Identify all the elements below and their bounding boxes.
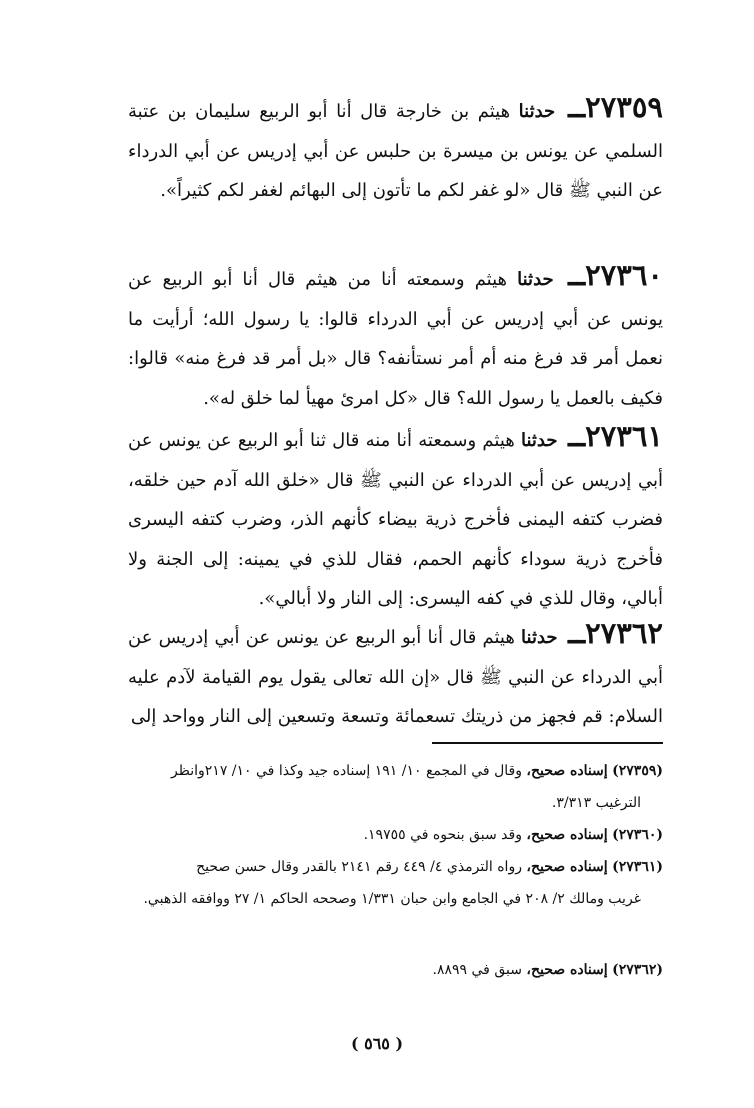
haddathana-label: حدثنا bbox=[521, 627, 558, 648]
hadith-27359: ٢٧٣٥٩ــ حدثنا هيثم بن خارجة قال أنا أبو الربيع سليمان بن عتبة السلمي عن يونس بن ميسرة بن حلبس عن أبي إدريس عن أبي الدرداء عن النبي ﷺ قال «لو غفر لكم ما تأتون إلى البهائم لغفر لكم كثيراً». bbox=[128, 90, 663, 201]
haddathana-label: حدثنا bbox=[520, 430, 558, 451]
hadith-27360: ٢٧٣٦٠ــ حدثنا هيثم وسمعته أنا من هيثم قال أنا أبو الربيع عن يونس عن أبي إدريس عن أبي الدرداء قالوا: يا رسول الله؛ أرأيت ما نعمل أمر قد فرغ منه أم أمر نستأنفه؟ قال «بل أمر قد فرغ منه» قالوا: فكيف بالعمل يا رسول الله؟ قال «كل امرئ مهيأ لما خلق له». bbox=[128, 258, 663, 409]
footnote-number: (٢٧٣٦٠) bbox=[612, 827, 663, 843]
hadith-text: هيثم وسمعته أنا منه قال ثنا أبو الربيع عن يونس عن أبي إدريس عن أبي الدرداء عن النبي ﷺ قال «خلق الله آدم حين خلقه، فضرب كتفه اليمنى فأخرج ذرية بيضاء كأنهم الذر، وضرب كتفه اليسرى فأخرج ذرية سوداء كأنهم الحمم، فقال للذي في يمينه: إلى الجنة ولا أبالي، وقال للذي في كفه اليسرى: إلى النار ولا أبالي». bbox=[128, 430, 663, 609]
hadith-text: هيثم قال أنا أبو الربيع عن يونس عن أبي إدريس عن أبي الدرداء عن النبي ﷺ قال «إن الله تعالى يقول يوم القيامة لآدم عليه السلام: قم فجهز من ذريتك تسعمائة وتسعة وتسعين إلى النار وواحد إلى bbox=[128, 627, 663, 727]
footnote-27362 bbox=[128, 955, 663, 987]
hadith-number: ٢٧٣٦٠ bbox=[585, 258, 663, 292]
footnote-status: إسناده صحيح، bbox=[526, 962, 608, 978]
footnote-continuation: الترغيب ٣/٣١٣. bbox=[551, 794, 641, 811]
footnote-divider bbox=[432, 742, 663, 744]
footnote-number: (٢٧٣٥٩) bbox=[612, 763, 663, 779]
footnote-status: إسناده صحيح، bbox=[526, 859, 608, 875]
footnote-number: (٢٧٣٦١) bbox=[612, 859, 663, 875]
footnote-text: وقد سبق بنحوه في ١٩٧٥٥. bbox=[363, 827, 522, 843]
hadith-number: ٢٧٣٥٩ bbox=[585, 90, 663, 124]
hadith-number: ٢٧٣٦٢ bbox=[585, 616, 663, 650]
footnote-27360 bbox=[128, 820, 663, 852]
hadith-number: ٢٧٣٦١ bbox=[585, 419, 663, 453]
footnote-27359 bbox=[128, 756, 663, 819]
hadith-27362: ٢٧٣٦٢ــ حدثنا هيثم قال أنا أبو الربيع عن يونس عن أبي إدريس عن أبي الدرداء عن النبي ﷺ قال «إن الله تعالى يقول يوم القيامة لآدم عليه السلام: قم فجهز من ذريتك تسعمائة وتسعة وتسعين إلى النار وواحد إلى bbox=[128, 616, 663, 727]
hadith-27361: ٢٧٣٦١ــ حدثنا هيثم وسمعته أنا منه قال ثنا أبو الربيع عن يونس عن أبي إدريس عن أبي الدرداء عن النبي ﷺ قال «خلق الله آدم حين خلقه، فضرب كتفه اليمنى فأخرج ذرية بيضاء كأنهم الذر، وضرب كتفه اليسرى فأخرج ذرية سوداء كأنهم الحمم، فقال للذي في يمينه: إلى الجنة ولا أبالي، وقال للذي في كفه اليسرى: إلى النار ولا أبالي». bbox=[128, 419, 663, 609]
hadith-text: هيثم وسمعته أنا من هيثم قال أنا أبو الربيع عن يونس عن أبي إدريس عن أبي الدرداء قالوا: يا رسول الله؛ أرأيت ما نعمل أمر قد فرغ منه أم أمر نستأنفه؟ قال «بل أمر قد فرغ منه» قالوا: فكيف بالعمل يا رسول الله؟ قال «كل امرئ مهيأ لما خلق له». bbox=[128, 269, 663, 409]
footnote-number: (٢٧٣٦٢) bbox=[612, 962, 663, 978]
footnote-text: وقال في المجمع ١٠/ ١٩١ إسناده جيد وكذا في ١٠/ ٢١٧وانظر bbox=[171, 763, 522, 779]
hadith-text: هيثم بن خارجة قال أنا أبو الربيع سليمان بن عتبة السلمي عن يونس بن ميسرة بن حلبس عن أبي إدريس عن أبي الدرداء عن النبي ﷺ قال «لو غفر لكم ما تأتون إلى البهائم لغفر لكم كثيراً». bbox=[128, 101, 663, 201]
footnote-continuation: غريب ومالك ٢/ ٢٠٨ في الجامع وابن حبان ١/٣٣١ وصححه الحاكم ١/ ٢٧ ووافقه الذهبي. bbox=[143, 890, 641, 907]
footnote-status: إسناده صحيح، bbox=[526, 827, 608, 843]
haddathana-label: حدثنا bbox=[517, 269, 554, 290]
footnote-text: سبق في ٨٨٩٩. bbox=[432, 962, 522, 978]
page-number: ( ٥٦٥ ) bbox=[350, 1034, 404, 1053]
haddathana-label: حدثنا bbox=[518, 101, 556, 122]
footnote-status: إسناده صحيح، bbox=[526, 763, 608, 779]
footnote-text: رواه الترمذي ٤/ ٤٤٩ رقم ٢١٤١ بالقدر وقال حسن صحيح bbox=[196, 859, 522, 875]
footnote-27361 bbox=[128, 852, 663, 915]
